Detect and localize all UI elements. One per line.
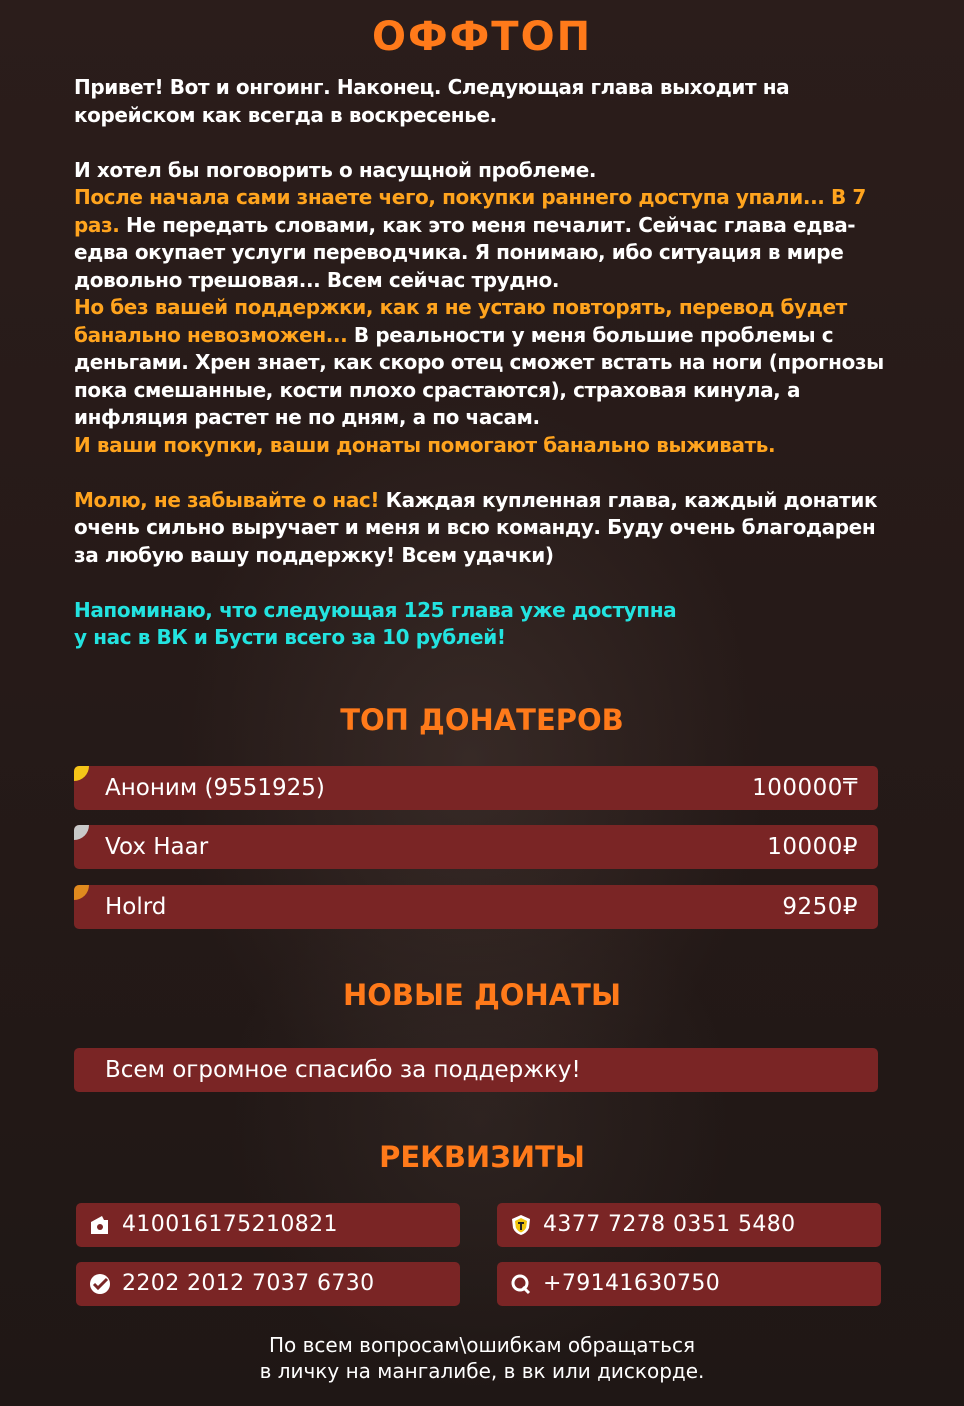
requisite-value: 410016175210821: [122, 1212, 338, 1237]
new-donation-message: [74, 1048, 878, 1092]
donor-amount: 100000₸: [752, 775, 858, 801]
requisite-sberbank[interactable]: [76, 1262, 460, 1306]
highlight-donations-help: И ваши покупки, ваши донаты помогают банально выживать.: [74, 432, 776, 457]
sberbank-icon: [88, 1272, 112, 1296]
requisite-value: 4377 7278 0351 5480: [543, 1212, 796, 1237]
bronze-medal-icon: [74, 885, 89, 900]
silver-medal-icon: [74, 825, 89, 840]
reminder-paragraph: [74, 597, 894, 652]
donor-name: Holrd: [105, 894, 167, 920]
donor-name: Vox Haar: [105, 834, 209, 860]
donor-name: Аноним (9551925): [105, 775, 325, 801]
yoomoney-wallet-icon: [88, 1213, 112, 1237]
problem-intro: И хотел бы поговорить о насущной проблеме.: [74, 157, 597, 182]
highlight-support-needed: Но без вашей поддержки, как я не устаю повторять, перевод будет банально невозможен...: [74, 295, 847, 347]
highlight-sales-drop: После начала сами знаете чего, покупки раннего доступа упали... В 7 раз.: [74, 185, 866, 237]
thanks-text: Всем огромное спасибо за поддержку!: [105, 1057, 581, 1083]
offtopic-text: [74, 74, 894, 679]
reminder-line-1: Напоминаю, что следующая 125 глава уже доступна: [74, 597, 677, 622]
top-donors-title: ТОП ДОНАТЕРОВ: [340, 703, 624, 737]
intro-paragraph: Привет! Вот и онгоинг. Наконец. Следующая глава выходит на корейском как всегда в воскресенье.: [74, 75, 790, 127]
donor-row-1: [74, 766, 878, 810]
page-title: ОФФТОП: [371, 14, 593, 60]
footer-line-1: По всем вопросам\ошибкам обращаться: [268, 1333, 695, 1357]
money-problems-text: В реальности у меня большие проблемы с деньгами. Хрен знает, как скоро отец сможет встать на ноги (прогнозы пока смешанные, кости плохо срастаются), страховая кинула, а инфляция растет не по дням, а по часам.: [74, 322, 884, 429]
requisite-value: +79141630750: [543, 1271, 721, 1296]
tinkoff-bank-icon: [509, 1213, 533, 1237]
qiwi-icon: [509, 1272, 533, 1296]
donor-amount: 10000₽: [767, 834, 858, 860]
footer-note: [0, 1332, 964, 1384]
footer-line-2: в личку на мангалибе, в вк или дискорде.: [259, 1359, 705, 1383]
requisite-value: 2202 2012 7037 6730: [122, 1271, 375, 1296]
plea-text: Каждая купленная глава, каждый донатик очень сильно выручает и меня и всю команду. Буду очень благодарен за любую вашу поддержку! Всем удачки): [74, 487, 878, 567]
sales-drop-text: Не передать словами, как это меня печалит. Сейчас глава едва-едва окупает услуги переводчика. Я понимаю, ибо ситуация в мире довольно трешовая... Всем сейчас трудно.: [74, 212, 856, 292]
donor-row-2: [74, 825, 878, 869]
requisite-tinkoff[interactable]: [497, 1203, 881, 1247]
requisite-qiwi[interactable]: [497, 1262, 881, 1306]
problem-paragraph: [74, 157, 894, 460]
donor-amount: 9250₽: [782, 894, 858, 920]
plea-paragraph: [74, 487, 894, 570]
requisite-yoomoney[interactable]: [76, 1203, 460, 1247]
reminder-line-2: у нас в ВК и Бусти всего за 10 рублей!: [74, 625, 506, 649]
requisites-title: РЕКВИЗИТЫ: [379, 1140, 585, 1174]
highlight-plea: Молю, не забывайте о нас!: [74, 487, 380, 512]
new-donations-title: НОВЫЕ ДОНАТЫ: [342, 978, 621, 1012]
gold-medal-icon: [74, 766, 89, 781]
donor-row-3: [74, 885, 878, 929]
